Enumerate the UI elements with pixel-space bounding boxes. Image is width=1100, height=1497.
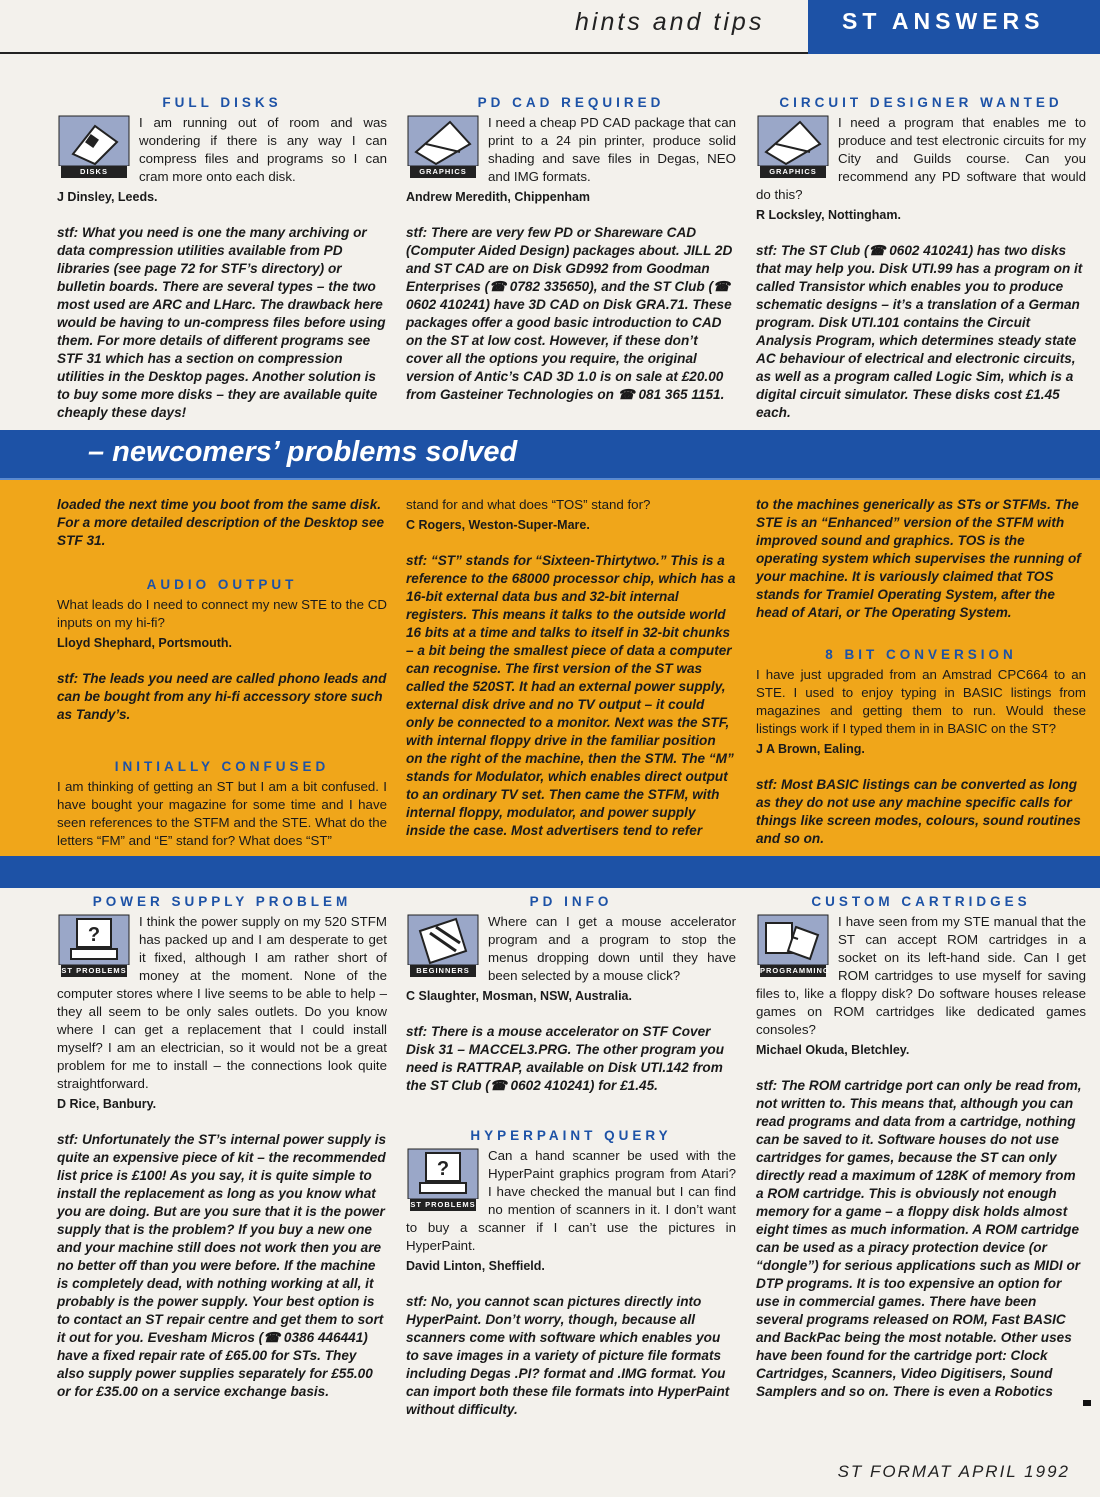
disks-icon bbox=[57, 114, 131, 178]
band-title-bar bbox=[0, 430, 1100, 480]
stf-label: stf: bbox=[406, 1294, 428, 1309]
answer-continued: loaded the next time you boot from the same disk. For a more detailed description of the Desktop see STF 31. bbox=[57, 497, 385, 548]
answer-circuit bbox=[756, 242, 1086, 422]
signature: Andrew Meredith, Chippenham bbox=[406, 190, 591, 204]
answer-full-disks bbox=[57, 224, 387, 422]
answer-hyperpaint bbox=[406, 1293, 736, 1419]
signature: D Rice, Banbury. bbox=[57, 1097, 157, 1111]
question-cartridges bbox=[756, 913, 1086, 1039]
column-circuit bbox=[756, 94, 1086, 440]
answer-power-supply bbox=[57, 1131, 387, 1401]
question-full-disks bbox=[57, 114, 387, 186]
icon-label: DISKS bbox=[61, 166, 127, 178]
question-8-bit: I have just upgraded from an Amstrad CPC664 to an STE. I used to enjoy typing in BASIC listings from magazines and getting them to run. Would these listings work if I typed them in in BASIC on the ST? bbox=[756, 667, 1086, 736]
column-pd-cad bbox=[406, 94, 736, 422]
stf-label: stf: bbox=[406, 225, 428, 240]
answer-text: The leads you need are called phono leads and can be bought from any hi-fi accessory store such as Tandy’s. bbox=[57, 671, 387, 722]
signature: Lloyd Shephard, Portsmouth. bbox=[57, 636, 233, 650]
question-text: I need a program that enables me to produce and test electronic circuits for my City and Guilds course. Can you recommend any PD software that would do this? bbox=[756, 115, 1086, 202]
signature: C Rogers, Weston-Super-Mare. bbox=[406, 518, 590, 532]
question-text: I have seen from my STE manual that the ST can accept ROM cartridges in a socket on its left-hand side. Can I get ROM cartridges to use myself for saving files to, like a floppy disk? Do software houses release games on ROM cartridges like dedicated games consoles? bbox=[756, 914, 1086, 1037]
svg-text:?: ? bbox=[436, 1158, 450, 1180]
stf-label: stf: bbox=[57, 671, 79, 686]
answer-text: “ST” stands for “Sixteen-Thirtytwo.” This is a reference to the 68000 processor chip, which has a 16-bit external data bus and 32-bit internal registers. This means it talks to the outside world 16 bits at a time and talks to itself in 32-bit chunks – a bit being the smallest piece of data a computer can recognise. The first version of the ST was called the 520ST. It had an external power supply, external disk drive and no TV output – it could only be connected to a monitor. Next was the STF, with internal floppy drive in the familiar position on the right of the machine, then the STM. The “M” stands for Modulator, which enables direct output to an ordinary TV set. Then came the STFM, with internal floppy, modulator, and power supply inside the case. Most advertisers tend to refer bbox=[406, 553, 736, 838]
signature: David Linton, Sheffield. bbox=[406, 1259, 545, 1273]
heading-hyperpaint: HYPERPAINT QUERY bbox=[470, 1128, 672, 1143]
answer-st-meaning bbox=[406, 552, 736, 840]
column-cartridges bbox=[756, 893, 1086, 1419]
band-column-2 bbox=[406, 496, 736, 858]
question-continued: stand for and what does “TOS” stand for? bbox=[406, 497, 651, 512]
question-power-supply bbox=[57, 913, 387, 1093]
section-tab: ST ANSWERS bbox=[808, 0, 1100, 54]
answer-audio bbox=[57, 670, 387, 724]
question-hyperpaint bbox=[406, 1147, 736, 1255]
continued-mark bbox=[1083, 1400, 1091, 1406]
question-text: Can a hand scanner be used with the HyperPaint graphics program from Atari? I have checked the manual but I can find no mention of scanners in it. I don’t want to buy a scanner if I can’t use the pictures in HyperPaint. bbox=[406, 1148, 736, 1253]
answer-text: No, you cannot scan pictures directly into HyperPaint. Don’t worry, though, because all scanners come with software which enables you to save images in a variety of picture file formats including Degas .PI? format and .IMG format. You can import both these file formats into HyperPaint without difficulty. bbox=[406, 1294, 730, 1417]
page-header bbox=[0, 0, 1100, 56]
answer-continued: to the machines generically as STs or STFMs. The STE is an “Enhanced” version of the STFM with improved sound and graphics. TOS is the operating system which supervises the running of your machine. It is variously claimed that TOS stands for Tramiel Operating System, after the head of Atari, or The Operating System. bbox=[756, 497, 1081, 620]
answer-text: Most BASIC listings can be converted as long as they do not use any machine specific calls for things like screen modes, colours, sound routines and so on. bbox=[756, 777, 1081, 846]
stf-label: stf: bbox=[406, 553, 428, 568]
question-text: I think the power supply on my 520 STFM has packed up and I am desperate to get it fixed, although I am rather short of money at the moment. None of the computer stores where I live seems to be able to help – they all seem to be only sales outlets. Do you know where I can get a replacement that I could install myself? I am an electrician, so it would not be a great problem for me to install – the connections look quite straightforward. bbox=[57, 914, 387, 1091]
heading-power-supply: POWER SUPPLY PROBLEM bbox=[92, 894, 352, 909]
heading-8-bit-conversion: 8 BIT CONVERSION bbox=[825, 647, 1017, 662]
band-column-1 bbox=[57, 496, 387, 850]
question-pd-cad bbox=[406, 114, 736, 186]
programming-icon bbox=[756, 913, 830, 977]
graphics-icon bbox=[756, 114, 830, 178]
column-full-disks bbox=[57, 94, 387, 440]
answer-text: The ST Club (☎ 0602 410241) has two disks that may help you. Disk UTI.99 has a program on it called Transistor which enables you to produce schematic designs – it’s a translation of a German program. Disk UTI.101 contains the Circuit Analysis Program, which determines steady state AC behaviour of electrical and electronic circuits, as well as a program called Logic Sim, which is a digital circuit simulator. These disks cost £1.45 each. bbox=[756, 243, 1083, 420]
section-label: hints and tips bbox=[575, 8, 765, 36]
signature: J A Brown, Ealing. bbox=[756, 742, 865, 756]
question-audio: What leads do I need to connect my new STE to the CD inputs on my hi-fi? bbox=[57, 597, 387, 630]
band-title: – newcomers’ problems solved bbox=[88, 436, 518, 468]
answer-pd-info bbox=[406, 1023, 736, 1095]
question-confused: I am thinking of getting an ST but I am a bit confused. I have bought your magazine for some time and I have seen references to the STFM and the STE. What do the letters “FM” and “E” stand for? What does “ST” bbox=[57, 779, 387, 848]
answer-text: What you need is one the many archiving or data compression utilities available from PD libraries (see page 72 for STF’s directory) or bulletin boards. There are several types – the two most used are ARC and LHarc. The drawback here would be having to un-compress files before using them. For more details of different programs see STF 31 which has a section on compression utilities in the Desktop pages. Another solution is to buy some more disks – they are available quite cheaply these days! bbox=[57, 225, 386, 420]
band-column-3 bbox=[756, 496, 1086, 866]
heading-pd-cad: PD CAD REQUIRED bbox=[477, 95, 665, 110]
st-problems-icon bbox=[406, 1147, 480, 1211]
stf-label: stf: bbox=[57, 225, 79, 240]
answer-text: Unfortunately the ST’s internal power supply is quite an expensive piece of kit – the recommended list price is £100! As you say, it is quite simple to install the replacement as long as you know what you are doing. But are you sure that it is the power supply that is the problem? If you buy a new one and your machine still does not work then you are no better off than you were before. If the machine is completely dead, with nothing working at all, it probably is the power supply. Your best option is to contact an ST repair centre and get them to sort it out for you. Evesham Micros (☎ 0386 446441) have a fixed repair rate of £65.00 for STs. They also supply power supplies separately for £55.00 or for £35.00 on a service exchange basis. bbox=[57, 1132, 387, 1399]
column-power-supply bbox=[57, 893, 387, 1419]
page-folio: ST FORMAT APRIL 1992 bbox=[837, 1462, 1070, 1481]
question-circuit bbox=[756, 114, 1086, 204]
header-rule bbox=[0, 52, 808, 54]
heading-custom-cartridges: CUSTOM CARTRIDGES bbox=[811, 894, 1031, 909]
stf-label: stf: bbox=[406, 1024, 428, 1039]
column-pd-info bbox=[406, 893, 736, 1437]
stf-label: stf: bbox=[756, 243, 778, 258]
question-text: I am running out of room and was wondering if there is any way I can compress files and programs so I can cram more onto each disk. bbox=[139, 115, 387, 184]
signature: C Slaughter, Mosman, NSW, Australia. bbox=[406, 989, 632, 1003]
icon-label: GRAPHICS bbox=[410, 166, 476, 178]
st-problems-icon bbox=[57, 913, 131, 977]
icon-label: ST PROBLEMS bbox=[410, 1200, 476, 1209]
signature: R Locksley, Nottingham. bbox=[756, 208, 901, 222]
stf-label: stf: bbox=[756, 777, 778, 792]
answer-cartridges bbox=[756, 1077, 1086, 1401]
answer-pd-cad bbox=[406, 224, 736, 404]
heading-initially-confused: INITIALLY CONFUSED bbox=[114, 759, 330, 774]
answer-8-bit bbox=[756, 776, 1086, 848]
answer-text: There is a mouse accelerator on STF Cover Disk 31 – MACCEL3.PRG. The other program you need is RATTRAP, available on Disk UTI.142 from the ST Club (☎ 0602 410241) for £1.45. bbox=[406, 1024, 725, 1093]
icon-label: PROGRAMMING bbox=[760, 966, 830, 975]
band-bar-rule bbox=[0, 478, 1100, 480]
question-text: Where can I get a mouse accelerator program and a program to stop the menus dropping down until they have been selected by a mouse click? bbox=[488, 914, 736, 983]
heading-audio-output: AUDIO OUTPUT bbox=[146, 577, 298, 592]
heading-full-disks: FULL DISKS bbox=[162, 95, 282, 110]
answer-text: The ROM cartridge port can only be read from, not written to. This means that, although you can read programs and data from a cartridge, nothing can be saved to it. Software houses do not use cartridges for games, because the ST can only directly read a maximum of 128K of memory from a ROM cartridge. This is obviously not enough memory for a game – a floppy disk holds almost eight times as much information. A ROM cartridge can be used as a piracy protection device (or “dongle”) for serious applications such as MIDI or DTP programs. It is too expensive an option for use in commercial games. There have been several programs released on ROM, Fast BASIC and BackPac being the most notable. Other uses have been found for the cartridge port: Clock Cartridges, Scanners, Video Digitisers, Sound Samplers and so on. There is even a Robotics bbox=[756, 1078, 1082, 1399]
stf-label: stf: bbox=[57, 1132, 79, 1147]
question-text: I need a cheap PD CAD package that can print to a 24 pin printer, produce solid shading and save files in Degas, NEO and IMG formats. bbox=[488, 115, 736, 184]
beginners-icon bbox=[406, 913, 480, 977]
icon-label: GRAPHICS bbox=[760, 166, 826, 178]
signature: Michael Okuda, Bletchley. bbox=[756, 1043, 910, 1057]
graphics-icon bbox=[406, 114, 480, 178]
heading-circuit: CIRCUIT DESIGNER WANTED bbox=[779, 95, 1063, 110]
icon-label: BEGINNERS bbox=[410, 965, 476, 977]
heading-pd-info: PD INFO bbox=[529, 894, 613, 909]
icon-label: ST PROBLEMS bbox=[61, 966, 127, 975]
signature: J Dinsley, Leeds. bbox=[57, 190, 158, 204]
question-pd-info bbox=[406, 913, 736, 985]
stf-label: stf: bbox=[756, 1078, 778, 1093]
svg-text:?: ? bbox=[87, 924, 101, 946]
answer-text: There are very few PD or Shareware CAD (Computer Aided Design) packages about. JILL 2D and ST CAD are on Disk GD992 from Goodman Enterprises (☎ 0782 335650), and the ST Club (☎ 0602 410241) have 3D CAD on Disk GRA.71. These packages offer a good basic introduction to CAD on the ST at low cost. However, if these don’t cover all the options you require, the original version of Antic’s CAD 3D 1.0 is on sale at £20.00 from Gasteiner Technologies on ☎ 081 365 1151. bbox=[406, 225, 733, 402]
